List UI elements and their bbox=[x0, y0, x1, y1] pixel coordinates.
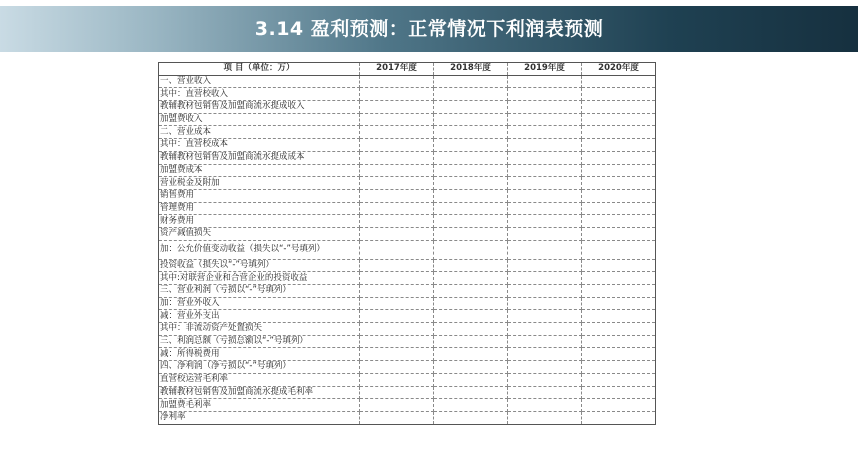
value-cell[interactable] bbox=[582, 227, 656, 240]
value-cell[interactable] bbox=[434, 323, 508, 336]
value-cell[interactable] bbox=[434, 227, 508, 240]
page-title: 3.14 盈利预测：正常情况下利润表预测 bbox=[254, 18, 604, 40]
value-cell[interactable] bbox=[360, 411, 434, 424]
table-row bbox=[159, 399, 656, 412]
row-item-label: 教辅教材包销售及加盟商流水提成毛利率 bbox=[159, 386, 360, 399]
value-cell[interactable] bbox=[582, 113, 656, 126]
value-cell[interactable] bbox=[508, 88, 582, 101]
value-cell[interactable] bbox=[582, 101, 656, 114]
table-row bbox=[159, 411, 656, 424]
value-cell[interactable] bbox=[508, 323, 582, 336]
value-cell[interactable] bbox=[508, 361, 582, 374]
value-cell[interactable] bbox=[360, 310, 434, 323]
value-cell[interactable] bbox=[434, 310, 508, 323]
value-cell[interactable] bbox=[508, 202, 582, 215]
value-cell[interactable] bbox=[582, 335, 656, 348]
table-row bbox=[159, 323, 656, 336]
title-banner bbox=[0, 6, 858, 52]
row-item-label: 财务费用 bbox=[159, 215, 360, 228]
row-item-label: 加盟费收入 bbox=[159, 113, 360, 126]
value-cell[interactable] bbox=[582, 361, 656, 374]
row-item-label: 教辅教材包销售及加盟商流水提成收入 bbox=[159, 101, 360, 114]
income-statement-forecast-table bbox=[158, 62, 656, 425]
row-item-label: 三、利润总额（亏损总额以“-”号填列） bbox=[159, 335, 360, 348]
value-cell[interactable] bbox=[434, 285, 508, 298]
table-row bbox=[159, 113, 656, 126]
value-cell[interactable] bbox=[582, 348, 656, 361]
table-row bbox=[159, 177, 656, 190]
row-item-label: 二、营业成本 bbox=[159, 126, 360, 139]
table-row bbox=[159, 373, 656, 386]
value-cell[interactable] bbox=[434, 348, 508, 361]
value-cell[interactable] bbox=[434, 240, 508, 259]
value-cell[interactable] bbox=[508, 113, 582, 126]
row-item-label: 加：营业外收入 bbox=[159, 297, 360, 310]
value-cell[interactable] bbox=[434, 335, 508, 348]
table-row bbox=[159, 151, 656, 164]
value-cell[interactable] bbox=[582, 297, 656, 310]
table-row bbox=[159, 227, 656, 240]
value-cell[interactable] bbox=[360, 177, 434, 190]
table-row bbox=[159, 240, 656, 259]
row-item-label: 四、净利润（净亏损以“-”号填列） bbox=[159, 361, 360, 374]
value-cell[interactable] bbox=[508, 348, 582, 361]
value-cell[interactable] bbox=[360, 164, 434, 177]
value-cell[interactable] bbox=[360, 202, 434, 215]
value-cell[interactable] bbox=[434, 259, 508, 272]
row-item-label: 管理费用 bbox=[159, 202, 360, 215]
value-cell[interactable] bbox=[360, 151, 434, 164]
value-cell[interactable] bbox=[360, 361, 434, 374]
value-cell[interactable] bbox=[582, 310, 656, 323]
table-row bbox=[159, 335, 656, 348]
row-item-label: 其中：直营校成本 bbox=[159, 139, 360, 152]
row-item-label: 资产减值损失 bbox=[159, 227, 360, 240]
row-item-label: 减：所得税费用 bbox=[159, 348, 360, 361]
value-cell[interactable] bbox=[360, 297, 434, 310]
value-cell[interactable] bbox=[508, 297, 582, 310]
row-item-label: 三、营业利润（亏损以“-”号填列） bbox=[159, 285, 360, 298]
value-cell[interactable] bbox=[582, 88, 656, 101]
value-cell[interactable] bbox=[434, 411, 508, 424]
row-item-label: 直营校运营毛利率 bbox=[159, 373, 360, 386]
row-item-label: 教辅教材包销售及加盟商流水提成成本 bbox=[159, 151, 360, 164]
value-cell[interactable] bbox=[434, 399, 508, 412]
value-cell[interactable] bbox=[508, 399, 582, 412]
value-cell[interactable] bbox=[360, 139, 434, 152]
value-cell[interactable] bbox=[508, 386, 582, 399]
value-cell[interactable] bbox=[508, 75, 582, 88]
value-cell[interactable] bbox=[360, 75, 434, 88]
value-cell[interactable] bbox=[508, 285, 582, 298]
value-cell[interactable] bbox=[508, 101, 582, 114]
value-cell[interactable] bbox=[508, 189, 582, 202]
table-row bbox=[159, 126, 656, 139]
table-row bbox=[159, 215, 656, 228]
value-cell[interactable] bbox=[434, 272, 508, 285]
row-item-label: 其中：直营校收入 bbox=[159, 88, 360, 101]
table-row bbox=[159, 310, 656, 323]
value-cell[interactable] bbox=[508, 215, 582, 228]
value-cell[interactable] bbox=[360, 189, 434, 202]
table-row bbox=[159, 164, 656, 177]
column-header-item: 项 目（单位：万） bbox=[159, 63, 360, 76]
table-row bbox=[159, 202, 656, 215]
row-item-label: 销售费用 bbox=[159, 189, 360, 202]
value-cell[interactable] bbox=[582, 189, 656, 202]
value-cell[interactable] bbox=[434, 297, 508, 310]
value-cell[interactable] bbox=[582, 259, 656, 272]
row-item-label: 加盟费成本 bbox=[159, 164, 360, 177]
value-cell[interactable] bbox=[434, 202, 508, 215]
table-row bbox=[159, 272, 656, 285]
value-cell[interactable] bbox=[434, 386, 508, 399]
value-cell[interactable] bbox=[508, 272, 582, 285]
value-cell[interactable] bbox=[434, 126, 508, 139]
column-header-2020: 2020年度 bbox=[582, 63, 656, 76]
table-row bbox=[159, 259, 656, 272]
value-cell[interactable] bbox=[360, 126, 434, 139]
value-cell[interactable] bbox=[508, 259, 582, 272]
table-header-row bbox=[159, 63, 656, 76]
value-cell[interactable] bbox=[360, 101, 434, 114]
table-row bbox=[159, 101, 656, 114]
value-cell[interactable] bbox=[508, 227, 582, 240]
table-row bbox=[159, 386, 656, 399]
value-cell[interactable] bbox=[582, 202, 656, 215]
table-body bbox=[159, 75, 656, 424]
column-header-2017: 2017年度 bbox=[360, 63, 434, 76]
value-cell[interactable] bbox=[434, 164, 508, 177]
value-cell[interactable] bbox=[508, 126, 582, 139]
value-cell[interactable] bbox=[582, 285, 656, 298]
value-cell[interactable] bbox=[434, 75, 508, 88]
value-cell[interactable] bbox=[360, 88, 434, 101]
row-item-label: 投资收益（损失以“-”号填列） bbox=[159, 259, 360, 272]
column-header-2018: 2018年度 bbox=[434, 63, 508, 76]
value-cell[interactable] bbox=[434, 151, 508, 164]
value-cell[interactable] bbox=[360, 259, 434, 272]
value-cell[interactable] bbox=[434, 373, 508, 386]
table-row bbox=[159, 348, 656, 361]
value-cell[interactable] bbox=[360, 240, 434, 259]
value-cell[interactable] bbox=[582, 240, 656, 259]
value-cell[interactable] bbox=[582, 75, 656, 88]
value-cell[interactable] bbox=[360, 399, 434, 412]
row-item-label: 加：公允价值变动收益（损失以“-”号填列） bbox=[159, 240, 360, 259]
value-cell[interactable] bbox=[508, 151, 582, 164]
value-cell[interactable] bbox=[582, 126, 656, 139]
value-cell[interactable] bbox=[582, 215, 656, 228]
value-cell[interactable] bbox=[434, 361, 508, 374]
table-row bbox=[159, 297, 656, 310]
row-item-label: 净利率 bbox=[159, 411, 360, 424]
table-row bbox=[159, 88, 656, 101]
value-cell[interactable] bbox=[360, 227, 434, 240]
value-cell[interactable] bbox=[508, 177, 582, 190]
value-cell[interactable] bbox=[434, 139, 508, 152]
value-cell[interactable] bbox=[582, 164, 656, 177]
row-item-label: 一、营业收入 bbox=[159, 75, 360, 88]
value-cell[interactable] bbox=[360, 335, 434, 348]
value-cell[interactable] bbox=[508, 335, 582, 348]
column-header-2019: 2019年度 bbox=[508, 63, 582, 76]
row-item-label: 减：营业外支出 bbox=[159, 310, 360, 323]
value-cell[interactable] bbox=[508, 411, 582, 424]
value-cell[interactable] bbox=[508, 373, 582, 386]
value-cell[interactable] bbox=[360, 386, 434, 399]
table-row bbox=[159, 189, 656, 202]
value-cell[interactable] bbox=[508, 139, 582, 152]
value-cell[interactable] bbox=[360, 323, 434, 336]
value-cell[interactable] bbox=[360, 215, 434, 228]
value-cell[interactable] bbox=[582, 373, 656, 386]
table-row bbox=[159, 285, 656, 298]
table-row bbox=[159, 361, 656, 374]
table-row bbox=[159, 139, 656, 152]
value-cell[interactable] bbox=[434, 177, 508, 190]
value-cell[interactable] bbox=[360, 272, 434, 285]
value-cell[interactable] bbox=[434, 88, 508, 101]
row-item-label: 加盟费毛利率 bbox=[159, 399, 360, 412]
value-cell[interactable] bbox=[582, 386, 656, 399]
row-item-label: 营业税金及附加 bbox=[159, 177, 360, 190]
value-cell[interactable] bbox=[434, 101, 508, 114]
row-item-label: 其中:对联营企业和合营企业的投资收益 bbox=[159, 272, 360, 285]
value-cell[interactable] bbox=[582, 139, 656, 152]
value-cell[interactable] bbox=[508, 164, 582, 177]
value-cell[interactable] bbox=[434, 215, 508, 228]
value-cell[interactable] bbox=[582, 151, 656, 164]
value-cell[interactable] bbox=[360, 373, 434, 386]
value-cell[interactable] bbox=[434, 113, 508, 126]
value-cell[interactable] bbox=[360, 348, 434, 361]
value-cell[interactable] bbox=[582, 323, 656, 336]
table-row bbox=[159, 75, 656, 88]
value-cell[interactable] bbox=[582, 177, 656, 190]
value-cell[interactable] bbox=[582, 411, 656, 424]
value-cell[interactable] bbox=[360, 113, 434, 126]
value-cell[interactable] bbox=[508, 310, 582, 323]
value-cell[interactable] bbox=[508, 240, 582, 259]
value-cell[interactable] bbox=[582, 399, 656, 412]
row-item-label: 其中：非流动资产处置损失 bbox=[159, 323, 360, 336]
value-cell[interactable] bbox=[582, 272, 656, 285]
value-cell[interactable] bbox=[360, 285, 434, 298]
value-cell[interactable] bbox=[434, 189, 508, 202]
